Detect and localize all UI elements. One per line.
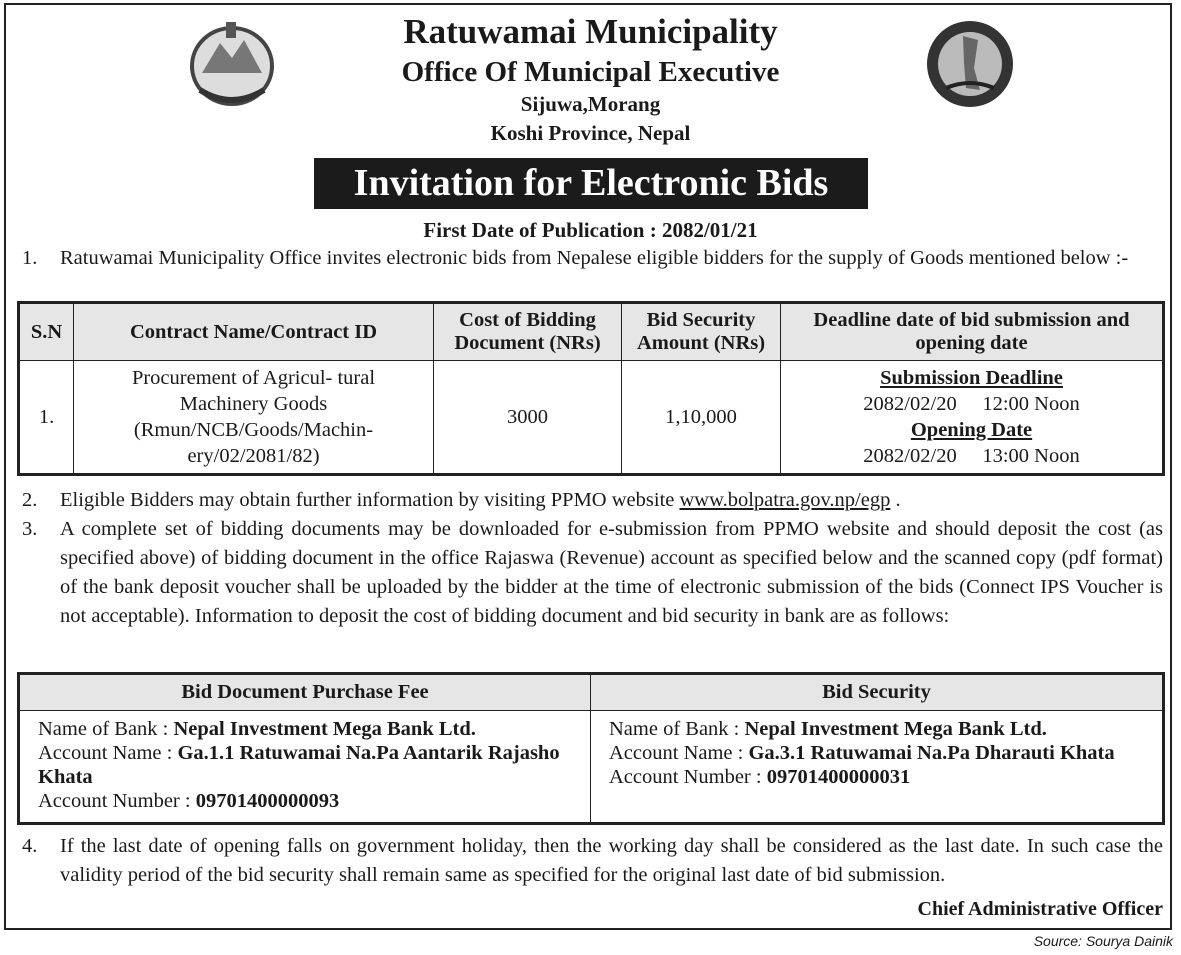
bank-name: Nepal Investment Mega Bank Ltd. bbox=[744, 718, 1047, 740]
address-line-1: Sijuwa,Morang bbox=[520, 92, 661, 116]
account-name: Ga.3.1 Ratuwamai Na.Pa Dharauti Khata bbox=[748, 742, 1115, 764]
col-cost: Cost of Bidding Document (NRs) bbox=[434, 304, 622, 361]
bank-table bbox=[19, 674, 1163, 823]
security-header: Bid Security bbox=[591, 675, 1163, 711]
address-line-2: Koshi Province, Nepal bbox=[490, 121, 691, 145]
security-account-cell bbox=[591, 711, 1163, 823]
bid-table bbox=[19, 303, 1163, 474]
account-number: 09701400000031 bbox=[766, 766, 911, 788]
fee-account-cell bbox=[20, 711, 591, 823]
bank-name: Nepal Investment Mega Bank Ltd. bbox=[173, 718, 476, 740]
bank-label: Name of Bank : bbox=[609, 718, 745, 740]
clause-text: A complete set of bidding documents may be downloaded for e-submission from PPMO website and should deposit the cost (as specified above) of bidding document in the office Rajaswa (Revenue) account as specified below and the scanned copy (pdf format) of the bank deposit voucher shall be uploaded by the bidder at the time of electronic submission of the bids (Connect IPS Voucher is not acceptable). Information to deposit the cost of bidding document and bid security in bank are as follows: bbox=[60, 518, 1163, 627]
fee-header: Bid Document Purchase Fee bbox=[20, 675, 591, 711]
col-security: Bid Security Amount (NRs) bbox=[622, 304, 781, 361]
account-number: 09701400000093 bbox=[195, 790, 340, 812]
municipality-name: Ratuwamai Municipality bbox=[403, 12, 778, 51]
opening-time: 13:00 Noon bbox=[982, 445, 1080, 467]
account-name-label: Account Name : bbox=[609, 742, 749, 764]
contract-cell: Procurement of Agricul- tural Machinery Goods (Rmun/NCB/Goods/Machin- ery/02/2081/82) bbox=[74, 361, 434, 474]
signatory: Chief Administrative Officer bbox=[917, 898, 1163, 920]
clause-text-end: . bbox=[890, 489, 901, 511]
col-sn: S.N bbox=[20, 304, 74, 361]
office-name: Office Of Municipal Executive bbox=[401, 56, 780, 88]
clause-number: 1. bbox=[22, 247, 38, 269]
clause-number: 3. bbox=[22, 518, 38, 540]
cost-cell: 3000 bbox=[434, 361, 622, 474]
submission-label: Submission Deadline bbox=[880, 367, 1063, 389]
clause-3 bbox=[22, 515, 1163, 631]
submission-date: 2082/02/20 bbox=[863, 393, 957, 415]
opening-date: 2082/02/20 bbox=[863, 445, 957, 467]
account-name-label: Account Name : bbox=[38, 742, 178, 764]
notice-title: Invitation for Electronic Bids bbox=[314, 158, 868, 209]
submission-time: 12:00 Noon bbox=[982, 393, 1080, 415]
clause-text: Ratuwamai Municipality Office invites electronic bids from Nepalese eligible bidders for the supply of Goods mentioned below :- bbox=[60, 247, 1129, 269]
clause-4 bbox=[22, 832, 1163, 890]
account-number-label: Account Number : bbox=[38, 790, 196, 812]
account-name: Ga.1.1 Ratuwamai Na.Pa Aantarik Rajasho Khata bbox=[38, 742, 560, 788]
source-credit: Source: Sourya Dainik bbox=[1033, 933, 1173, 949]
deadline-cell bbox=[781, 361, 1163, 474]
clause-number: 4. bbox=[22, 835, 38, 857]
security-cell: 1,10,000 bbox=[622, 361, 781, 474]
clause-1 bbox=[22, 244, 1163, 273]
table-row bbox=[20, 361, 1163, 474]
col-contract: Contract Name/Contract ID bbox=[74, 304, 434, 361]
col-deadline: Deadline date of bid submission and opening date bbox=[781, 304, 1163, 361]
publication-date: First Date of Publication : 2082/01/21 bbox=[423, 218, 758, 242]
clause-2 bbox=[22, 486, 1163, 515]
ppmo-link[interactable]: www.bolpatra.gov.np/egp bbox=[679, 489, 891, 511]
clause-text: If the last date of opening falls on government holiday, then the working day shall be considered as the last date. In such case the validity period of the bid security shall remain same as specified for the original last date of bid submission. bbox=[60, 835, 1163, 886]
bank-label: Name of Bank : bbox=[38, 718, 174, 740]
account-number-label: Account Number : bbox=[609, 766, 767, 788]
sn-cell: 1. bbox=[20, 361, 74, 474]
opening-label: Opening Date bbox=[910, 419, 1033, 441]
clause-text: Eligible Bidders may obtain further information by visiting PPMO website bbox=[60, 489, 680, 511]
clause-number: 2. bbox=[22, 489, 38, 511]
